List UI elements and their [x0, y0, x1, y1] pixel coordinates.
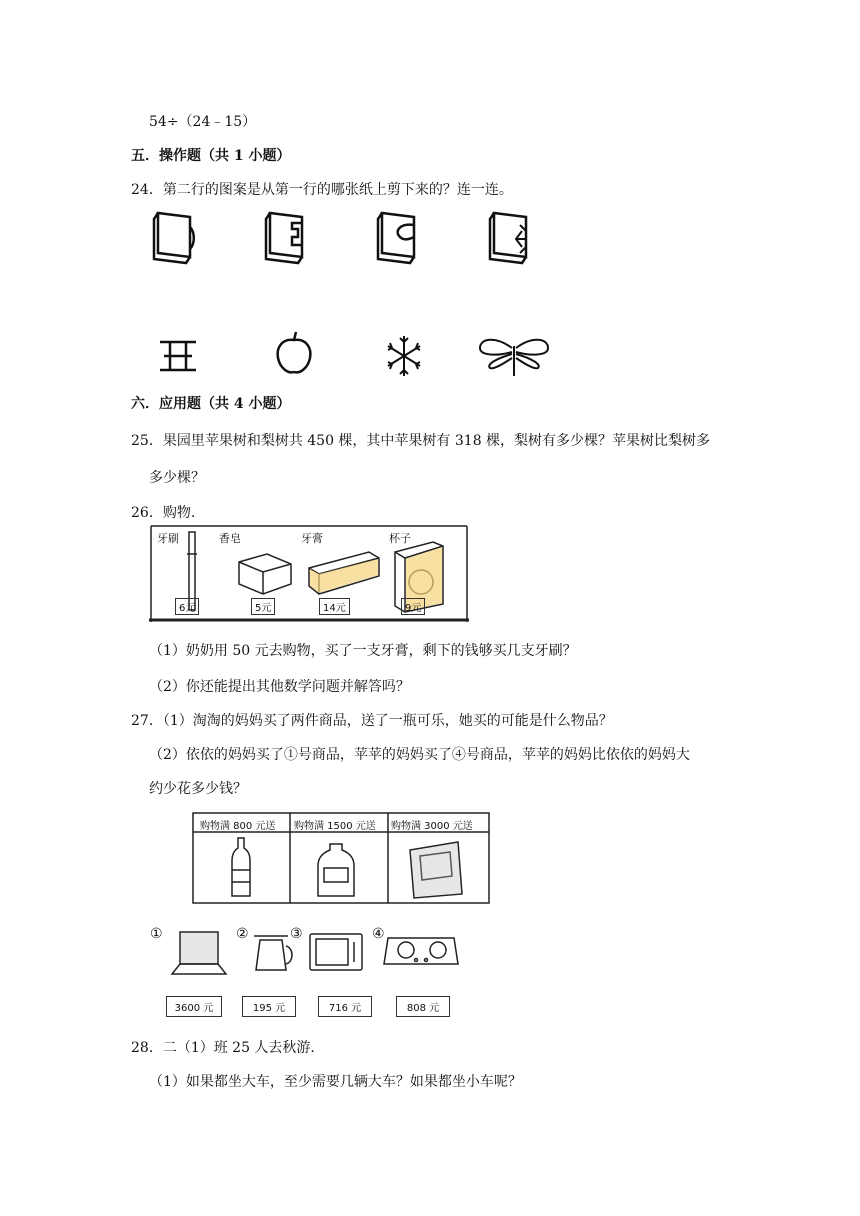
price-tag-soap: 5元: [251, 598, 275, 615]
shop-label-soap: 香皂: [219, 532, 241, 545]
promo-header-1500: 购物满 1500 元送: [294, 821, 376, 832]
question-26: 26．购物.: [131, 505, 196, 521]
shop-shelf-figure: [149, 524, 469, 624]
question-27-2-line-1: （2）依依的妈妈买了①号商品，苹苹的妈妈买了④号商品，苹苹的妈妈比依依的妈妈大: [149, 747, 690, 763]
product-price-4: 808 元: [396, 996, 450, 1017]
section-6-title: 六．应用题（共 4 小题）: [131, 396, 291, 412]
question-28-1: （1）如果都坐大车，至少需要几辆大车？如果都坐小车呢？: [149, 1074, 522, 1090]
folded-paper-4: [490, 213, 526, 263]
expression: 54÷（24﹣15）: [149, 114, 257, 130]
question-25-line-1: 25．果园里苹果树和梨树共 450 棵，其中苹果树有 318 棵，梨树有多少棵？苹果树比梨树多: [131, 433, 711, 449]
shop-label-toothpaste: 牙膏: [301, 532, 323, 545]
price-tag-toothbrush: 6元: [175, 598, 199, 615]
question-26-1: （1）奶奶用 50 元去购物，买了一支牙膏，剩下的钱够买几支牙刷？: [149, 643, 577, 659]
cutout-shape-2: [278, 332, 311, 372]
folded-paper-3: [378, 213, 414, 263]
product-number-2: ②: [236, 926, 249, 942]
promo-header-3000: 购物满 3000 元送: [391, 821, 473, 832]
question-27-2-line-2: 约少花多少钱？: [149, 781, 247, 797]
folded-paper-2: [266, 213, 302, 263]
cutout-shape-figures: [150, 330, 570, 380]
cutout-shape-3: [388, 336, 420, 376]
promo-header-800: 购物满 800 元送: [200, 821, 276, 832]
folded-paper-figures: [140, 205, 560, 275]
shop-label-toothbrush: 牙刷: [157, 532, 179, 545]
product-price-3: 716 元: [318, 996, 372, 1017]
price-tag-cup: 9元: [401, 598, 425, 615]
cutout-shape-1: [160, 342, 196, 370]
product-number-3: ③: [290, 926, 303, 942]
question-25-line-2: 多少棵？: [149, 470, 205, 486]
question-28: 28．二（1）班 25 人去秋游.: [131, 1040, 315, 1056]
question-24: 24．第二行的图案是从第一行的哪张纸上剪下来的？连一连。: [131, 182, 513, 198]
price-tag-toothpaste: 14元: [319, 598, 350, 615]
folded-paper-1: [154, 213, 194, 263]
product-number-4: ④: [372, 926, 385, 942]
question-26-2: （2）你还能提出其他数学问题并解答吗？: [149, 679, 410, 695]
products-figure: [150, 924, 480, 1020]
cutout-shape-4: [480, 340, 548, 376]
product-number-1: ①: [150, 926, 163, 942]
question-27-1: 27．（1）淘淘的妈妈买了两件商品，送了一瓶可乐，她买的可能是什么物品？: [131, 713, 613, 729]
section-5-title: 五．操作题（共 1 小题）: [131, 148, 291, 164]
product-price-1: 3600 元: [166, 996, 222, 1017]
product-price-2: 195 元: [242, 996, 296, 1017]
promo-table: [192, 812, 490, 904]
shop-label-cup: 杯子: [389, 532, 411, 545]
